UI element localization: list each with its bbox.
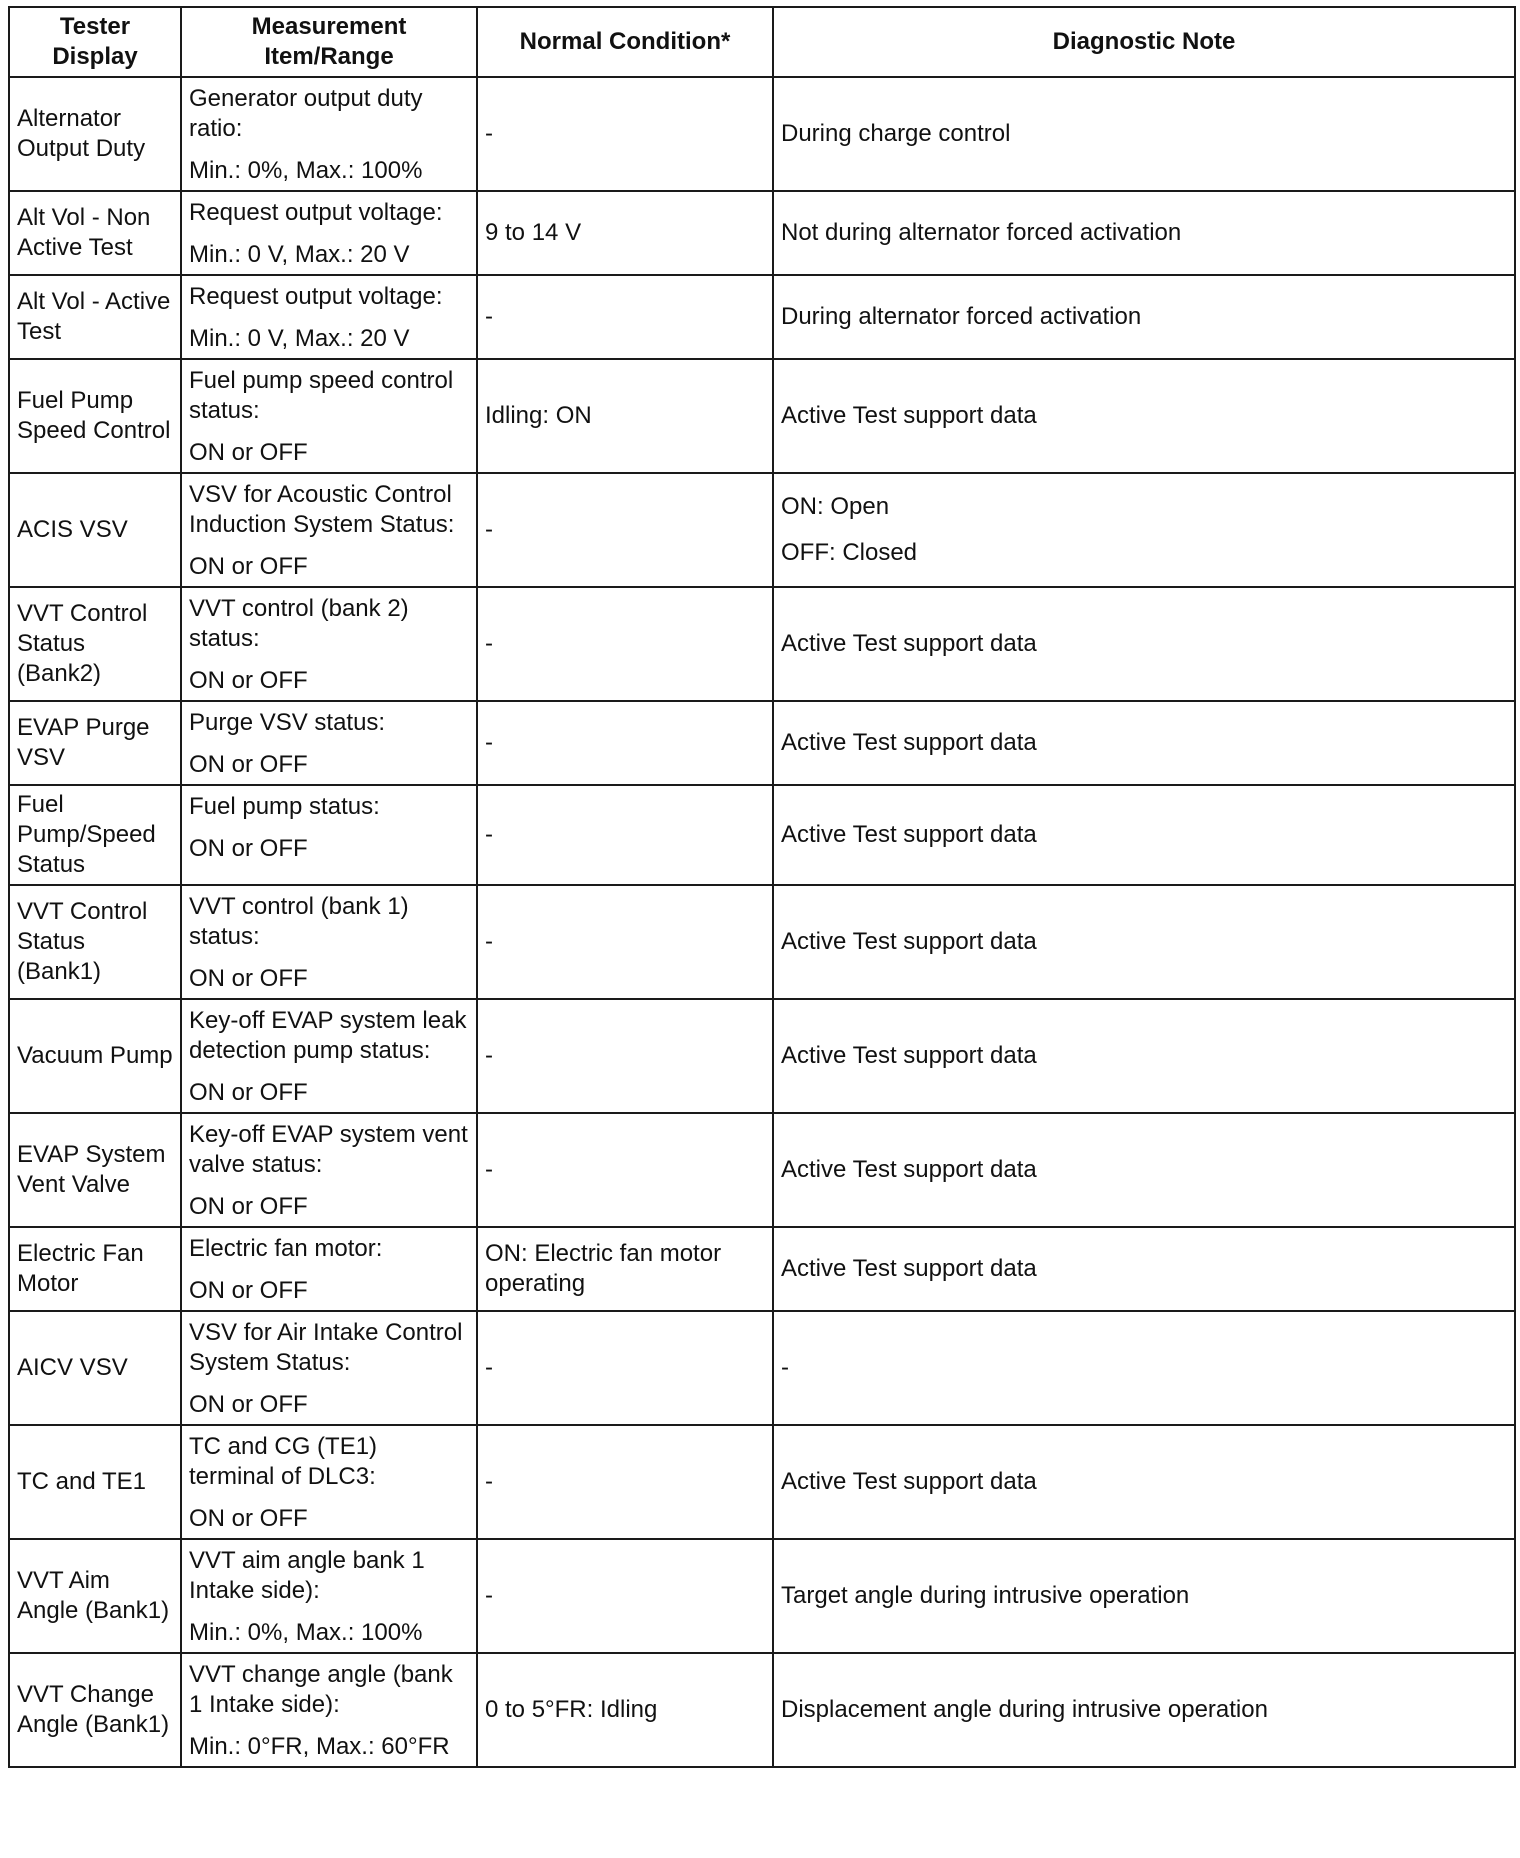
measurement-item: Generator output duty ratio: [189, 85, 423, 142]
measurement-cell [181, 885, 477, 999]
table-row [9, 999, 1515, 1113]
measurement-item: Fuel pump speed control status: [189, 367, 454, 424]
table-row [9, 1539, 1515, 1653]
header-normal-condition: Normal Condition* [477, 7, 773, 77]
table-row [9, 701, 1515, 785]
measurement-item: TC and CG (TE1) terminal of DLC3: [189, 1433, 378, 1490]
tester-display-cell: VVT Control Status (Bank1) [9, 885, 181, 999]
tester-display-cell: EVAP System Vent Valve [9, 1113, 181, 1227]
table-row [9, 1227, 1515, 1311]
tester-display-cell: VVT Aim Angle (Bank1) [9, 1539, 181, 1653]
measurement-item: VVT aim angle bank 1 Intake side): [189, 1547, 425, 1604]
normal-condition-cell: - [477, 77, 773, 191]
tester-display-cell: EVAP Purge VSV [9, 701, 181, 785]
measurement-cell [181, 999, 477, 1113]
table-row [9, 1653, 1515, 1767]
table-row [9, 885, 1515, 999]
measurement-range: Min.: 0 V, Max.: 20 V [189, 325, 410, 352]
diagnostic-note-cell [773, 77, 1515, 191]
measurement-range: ON or OFF [189, 965, 308, 992]
measurement-range: Min.: 0%, Max.: 100% [189, 157, 423, 184]
diagnostic-note-line: Active Test support data [781, 729, 1037, 756]
tester-display-cell: Electric Fan Motor [9, 1227, 181, 1311]
diagnostic-note-line: OFF: Closed [781, 539, 918, 566]
normal-condition-cell: - [477, 473, 773, 587]
diagnostic-note-line: During alternator forced activation [781, 303, 1142, 330]
tester-display-cell: Vacuum Pump [9, 999, 181, 1113]
measurement-cell [181, 275, 477, 359]
measurement-cell [181, 1113, 477, 1227]
tester-display-cell: AICV VSV [9, 1311, 181, 1425]
normal-condition-cell: - [477, 1539, 773, 1653]
measurement-range: ON or OFF [189, 1505, 308, 1532]
normal-condition-cell: - [477, 701, 773, 785]
measurement-range: Min.: 0%, Max.: 100% [189, 1619, 423, 1646]
diagnostic-note-cell [773, 191, 1515, 275]
measurement-item: VSV for Acoustic Control Induction System Status: [189, 481, 455, 538]
measurement-item: VVT control (bank 2) status: [189, 595, 409, 652]
header-tester-display: Tester Display [9, 7, 181, 77]
diagnostic-note-line: Active Test support data [781, 821, 1037, 848]
diagnostic-note-cell [773, 359, 1515, 473]
measurement-cell [181, 359, 477, 473]
diagnostic-note-line: Not during alternator forced activation [781, 219, 1182, 246]
diagnostic-note-line: Displacement angle during intrusive operation [781, 1696, 1268, 1723]
measurement-cell [181, 587, 477, 701]
table-row [9, 191, 1515, 275]
normal-condition-cell: ON: Electric fan motor operating [477, 1227, 773, 1311]
tester-display-cell: ACIS VSV [9, 473, 181, 587]
measurement-item: VVT control (bank 1) status: [189, 893, 409, 950]
diagnostic-note-cell [773, 1425, 1515, 1539]
measurement-item: Key-off EVAP system leak detection pump status: [189, 1007, 467, 1064]
diagnostic-note-line: Active Test support data [781, 630, 1037, 657]
table-row [9, 1113, 1515, 1227]
normal-condition-cell: - [477, 1311, 773, 1425]
table-row [9, 473, 1515, 587]
diagnostic-note-line: Active Test support data [781, 1156, 1037, 1183]
measurement-cell [181, 785, 477, 885]
measurement-range: Min.: 0°FR, Max.: 60°FR [189, 1733, 450, 1760]
tester-display-cell: Alt Vol - Active Test [9, 275, 181, 359]
measurement-range: ON or OFF [189, 1391, 308, 1418]
measurement-cell [181, 191, 477, 275]
normal-condition-cell: Idling: ON [477, 359, 773, 473]
diagnostic-note-cell [773, 701, 1515, 785]
diagnostic-note-line: During charge control [781, 120, 1011, 147]
normal-condition-cell: - [477, 275, 773, 359]
diagnostic-note-cell [773, 1539, 1515, 1653]
diagnostic-note-cell [773, 999, 1515, 1113]
normal-condition-cell: - [477, 1425, 773, 1539]
diagnostic-note-cell [773, 275, 1515, 359]
table-row [9, 77, 1515, 191]
normal-condition-cell: - [477, 785, 773, 885]
normal-condition-cell: - [477, 587, 773, 701]
measurement-range: ON or OFF [189, 553, 308, 580]
tester-display-cell: VVT Control Status (Bank2) [9, 587, 181, 701]
tester-display-cell: Alt Vol - Non Active Test [9, 191, 181, 275]
table-row [9, 275, 1515, 359]
diagnostic-note-line: Active Test support data [781, 1042, 1037, 1069]
diagnostic-note-line: ON: Open [781, 493, 890, 520]
measurement-cell [181, 473, 477, 587]
measurement-range: ON or OFF [189, 835, 308, 862]
diagnostic-note-cell [773, 1653, 1515, 1767]
measurement-cell [181, 77, 477, 191]
table-row [9, 587, 1515, 701]
table-row [9, 1311, 1515, 1425]
measurement-cell [181, 1227, 477, 1311]
table-body [9, 77, 1515, 1767]
header-measurement-item-range: Measurement Item/Range [181, 7, 477, 77]
diagnostic-note-cell [773, 785, 1515, 885]
table-row [9, 359, 1515, 473]
measurement-cell [181, 1425, 477, 1539]
tester-display-cell: VVT Change Angle (Bank1) [9, 1653, 181, 1767]
measurement-item: Request output voltage: [189, 283, 443, 310]
diagnostic-note-line: Active Test support data [781, 1255, 1037, 1282]
measurement-item: VVT change angle (bank 1 Intake side): [189, 1661, 453, 1718]
header-diagnostic-note: Diagnostic Note [773, 7, 1515, 77]
measurement-cell [181, 1311, 477, 1425]
normal-condition-cell: - [477, 885, 773, 999]
diagnostic-note-line: Active Test support data [781, 1468, 1037, 1495]
measurement-range: ON or OFF [189, 1193, 308, 1220]
normal-condition-cell: 0 to 5°FR: Idling [477, 1653, 773, 1767]
tester-display-cell: TC and TE1 [9, 1425, 181, 1539]
measurement-range: ON or OFF [189, 751, 308, 778]
tester-display-cell: Fuel Pump/Speed Status [9, 785, 181, 885]
measurement-item: VSV for Air Intake Control System Status: [189, 1319, 463, 1376]
measurement-range: ON or OFF [189, 439, 308, 466]
measurement-range: ON or OFF [189, 1277, 308, 1304]
measurement-item: Request output voltage: [189, 199, 443, 226]
tester-data-table [8, 6, 1516, 1768]
measurement-item: Fuel pump status: [189, 793, 380, 820]
table-row [9, 1425, 1515, 1539]
normal-condition-cell: - [477, 999, 773, 1113]
data-list-page [8, 6, 1514, 1768]
measurement-range: ON or OFF [189, 667, 308, 694]
tester-display-cell: Fuel Pump Speed Control [9, 359, 181, 473]
measurement-item: Electric fan motor: [189, 1235, 383, 1262]
diagnostic-note-cell [773, 885, 1515, 999]
diagnostic-note-line: Active Test support data [781, 402, 1037, 429]
measurement-cell [181, 1653, 477, 1767]
normal-condition-cell: 9 to 14 V [477, 191, 773, 275]
diagnostic-note-line: Target angle during intrusive operation [781, 1582, 1190, 1609]
diagnostic-note-cell [773, 1227, 1515, 1311]
measurement-range: ON or OFF [189, 1079, 308, 1106]
tester-display-cell: Alternator Output Duty [9, 77, 181, 191]
diagnostic-note-line: - [781, 1354, 789, 1381]
normal-condition-cell: - [477, 1113, 773, 1227]
table-row [9, 785, 1515, 885]
diagnostic-note-cell [773, 473, 1515, 587]
measurement-item: Key-off EVAP system vent valve status: [189, 1121, 468, 1178]
measurement-cell [181, 701, 477, 785]
measurement-item: Purge VSV status: [189, 709, 386, 736]
diagnostic-note-line: Active Test support data [781, 928, 1037, 955]
diagnostic-note-cell [773, 1311, 1515, 1425]
table-header-row [9, 7, 1515, 77]
diagnostic-note-cell [773, 1113, 1515, 1227]
measurement-cell [181, 1539, 477, 1653]
measurement-range: Min.: 0 V, Max.: 20 V [189, 241, 410, 268]
diagnostic-note-cell [773, 587, 1515, 701]
